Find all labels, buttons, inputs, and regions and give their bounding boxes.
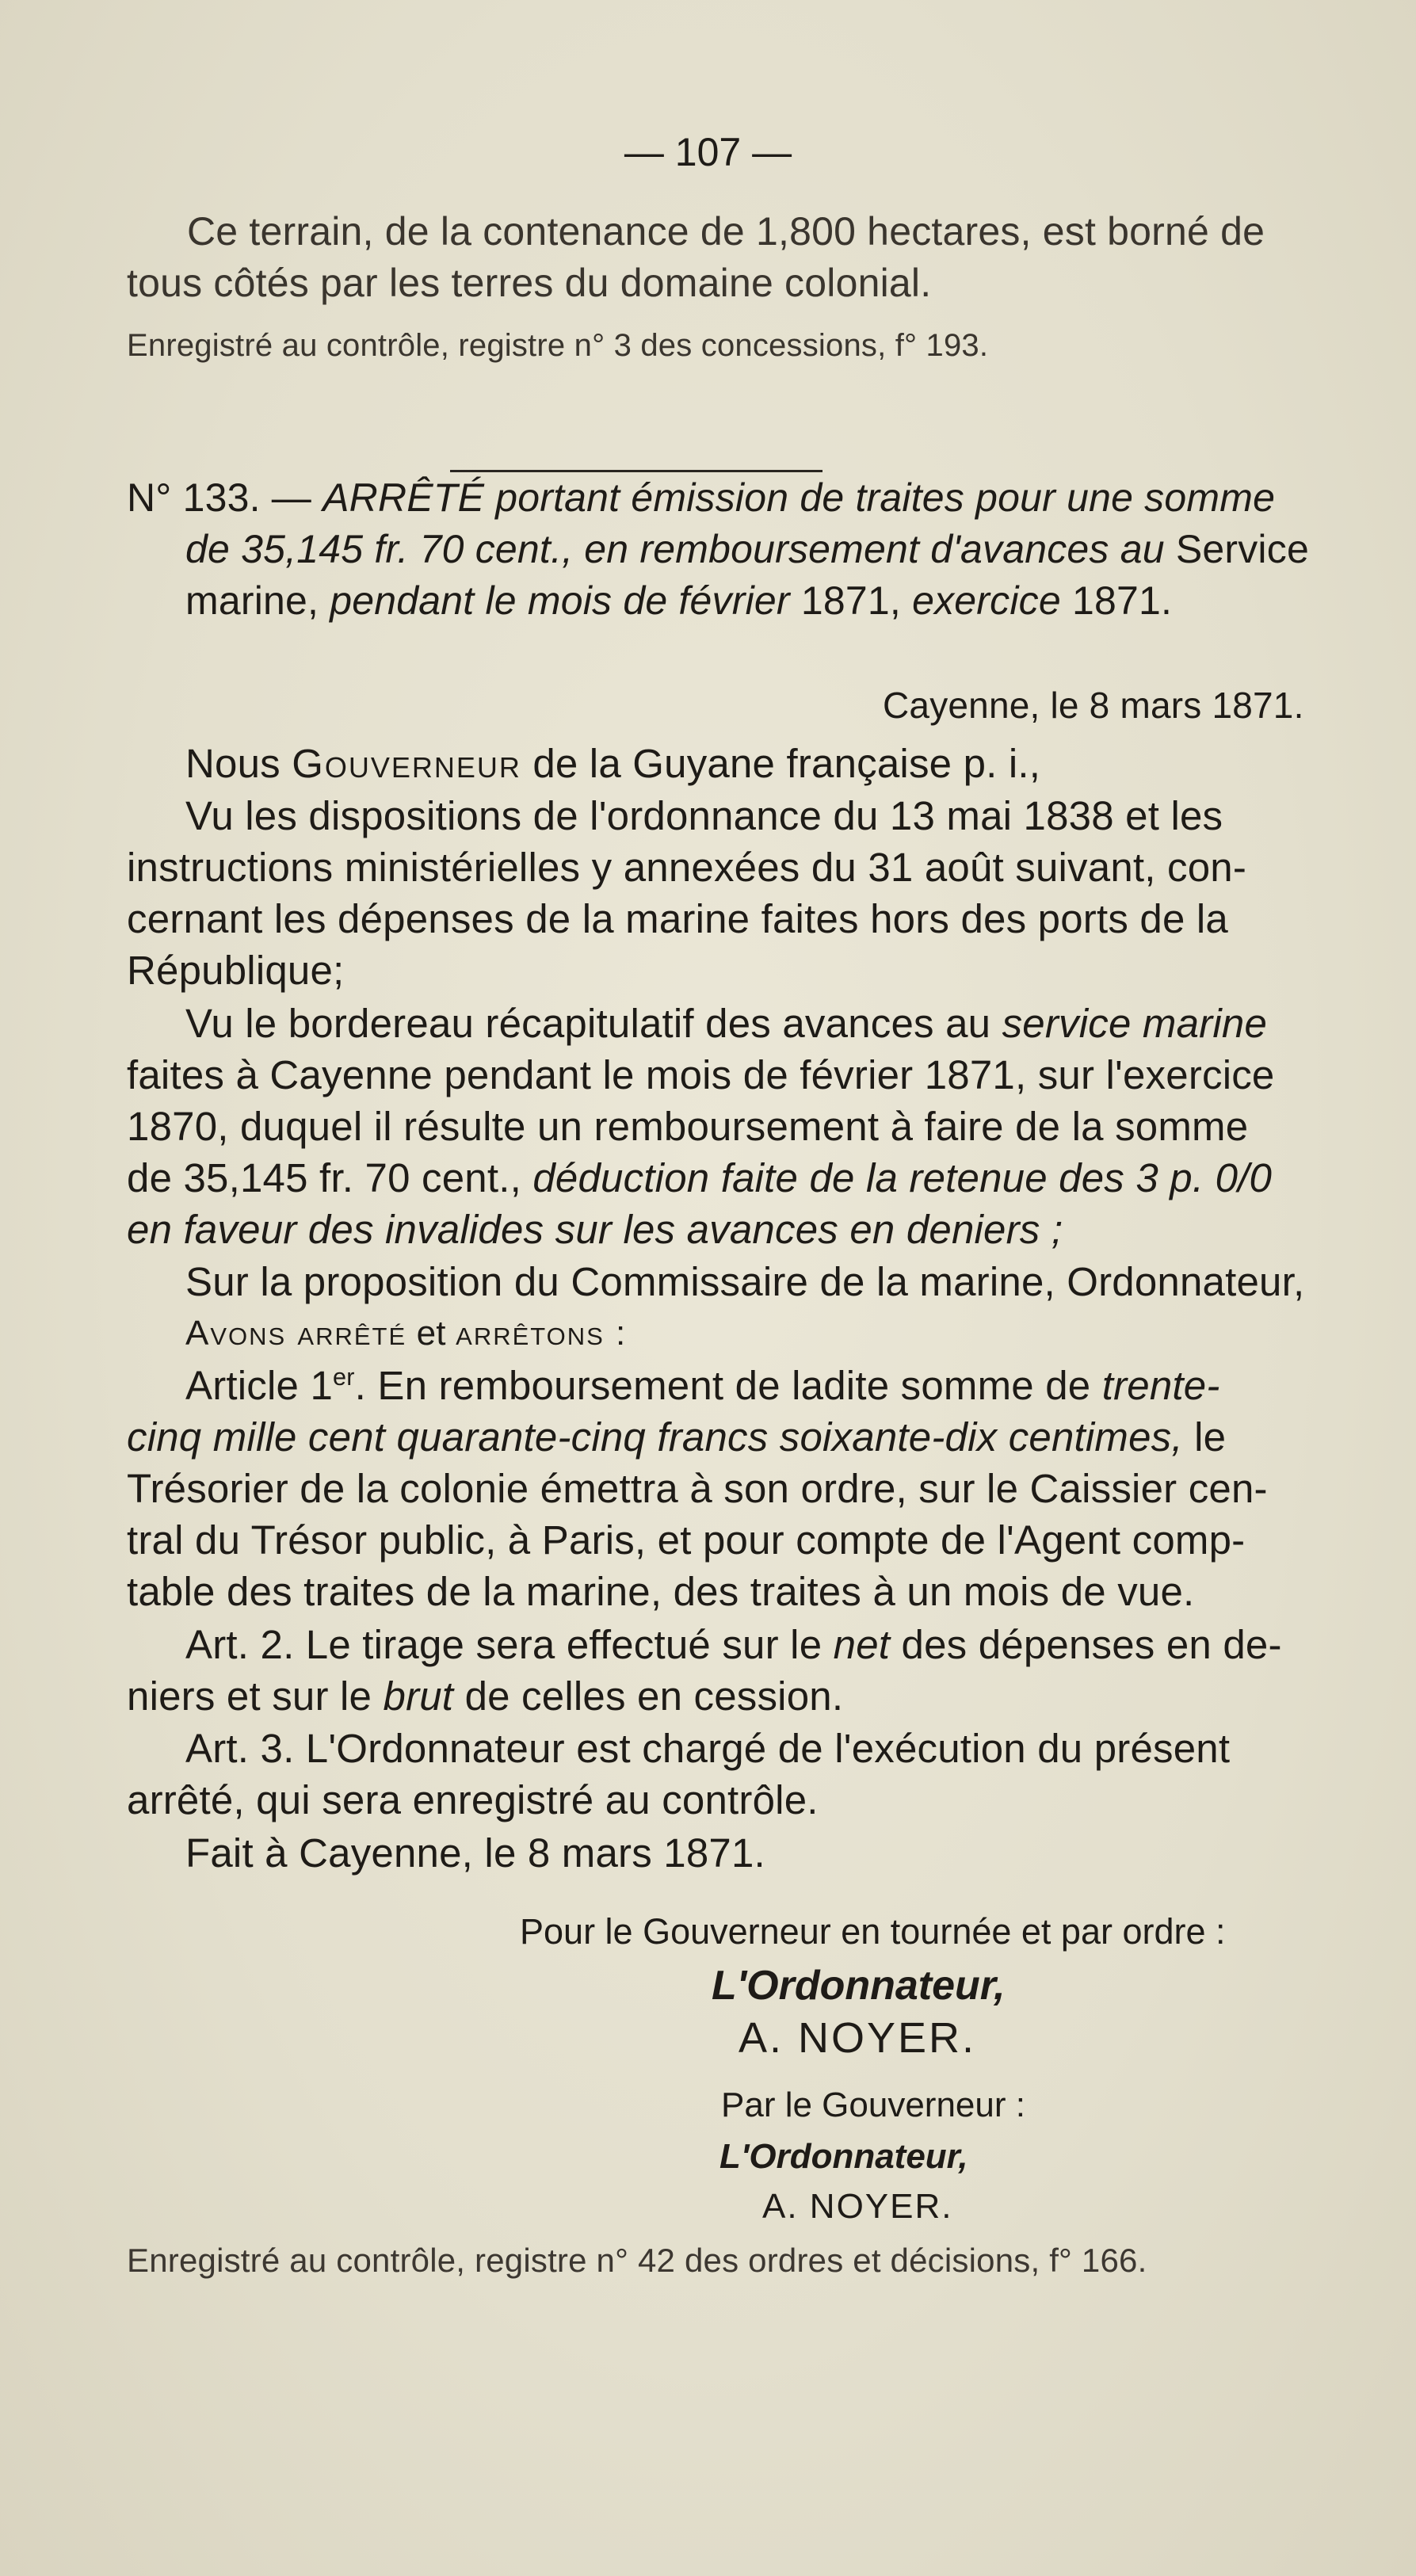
body-line-22: Fait à Cayenne, le 8 mars 1871. [185, 1830, 765, 1876]
article-2-start: Art. 2. Le tirage sera effectué sur le [185, 1622, 823, 1667]
body-line-9 [127, 1154, 1272, 1202]
body-line-17: table des traites de la marine, des traites à un mois de vue. [127, 1569, 1195, 1614]
act-title-service: Service [1175, 527, 1309, 571]
article-1-amount-start: trente- [1101, 1363, 1220, 1408]
net: net [833, 1622, 891, 1667]
article-1-text: . En remboursement de ladite somme de [354, 1363, 1091, 1408]
act-heading-line-3 [185, 577, 1172, 624]
article-2-tail: de celles en cession. [464, 1673, 844, 1719]
body-line-16: tral du Trésor public, à Paris, et pour compte de l'Agent comp- [127, 1517, 1246, 1563]
et: et [416, 1314, 446, 1353]
act-number: N° 133. — [127, 475, 312, 520]
article-1-label: Article 1 [185, 1363, 334, 1408]
act-title: ARRÊTÉ portant émission de traites pour une somme [323, 475, 1276, 520]
heading-year: 1871, [800, 578, 901, 623]
body-line-14 [127, 1414, 1226, 1461]
article-2-cont: niers et sur le [127, 1673, 372, 1719]
signature-line-1: Pour le Gouverneur en tournée et par ordre : [520, 1911, 1226, 1952]
sum-amount: de 35,145 fr. 70 cent., [127, 1155, 521, 1200]
signature-name-2: A. NOYER. [762, 2187, 953, 2226]
brut: brut [383, 1673, 454, 1719]
guyane-clause: de la Guyane française p. i., [532, 741, 1041, 786]
body-line-6 [185, 1000, 1267, 1048]
body-line-12 [185, 1310, 627, 1357]
section-divider [450, 470, 823, 472]
body-line-4: cernant les dépenses de la marine faites hors des ports de la [127, 896, 1228, 941]
gouverneur: Gouverneur [292, 741, 521, 786]
avons-arrete: Avons arrêté [185, 1314, 407, 1353]
footer-registration: Enregistré au contrôle, registre n° 42 des ordres et décisions, f° 166. [127, 2242, 1147, 2279]
le: le [1194, 1414, 1227, 1460]
signature-name-1: A. NOYER. [739, 2014, 977, 2062]
signature-title-1: L'Ordonnateur, [712, 1963, 1006, 2009]
deduction-clause: déduction faite de la retenue des 3 p. 0/0 [532, 1155, 1273, 1200]
body-line-18 [185, 1621, 1282, 1669]
body-line-2: Vu les dispositions de l'ordonnance du 13 mai 1838 et les [185, 793, 1223, 838]
page-number: — 107 — [624, 130, 792, 174]
signature-line-2: Par le Gouverneur : [721, 2086, 1025, 2124]
body-line-11: Sur la proposition du Commissaire de la marine, Ordonnateur, [185, 1259, 1305, 1304]
heading-marine: marine, [185, 578, 319, 623]
body-line-5: République; [127, 948, 345, 993]
signature-title-2: L'Ordonnateur, [719, 2137, 968, 2176]
intro-line-2: tous côtés par les terres du domaine colonial. [127, 261, 932, 305]
heading-exercise-year: 1871. [1071, 578, 1173, 623]
service-marine: service marine [1002, 1001, 1268, 1046]
act-heading-line-2 [185, 525, 1309, 573]
body-line-19 [127, 1673, 843, 1720]
body-line-3: instructions ministérielles y annexées du 31 août suivant, con- [127, 845, 1247, 890]
body-line-21: arrêté, qui sera enregistré au contrôle. [127, 1777, 819, 1822]
body-line-13 [185, 1362, 1220, 1410]
body-line-20: Art. 3. L'Ordonnateur est chargé de l'exécution du présent [185, 1726, 1231, 1771]
article-1-sup: er [333, 1364, 355, 1391]
act-heading-line-1 [127, 474, 1275, 521]
arretons: arrêtons : [456, 1314, 628, 1353]
place-date: Cayenne, le 8 mars 1871. [883, 685, 1304, 726]
amount-in-words: cinq mille cent quarante-cinq francs soixante-dix centimes, [127, 1414, 1183, 1460]
intro-line-1: Ce terrain, de la contenance de 1,800 hectares, est borné de [187, 209, 1265, 254]
body-line-15: Trésorier de la colonie émettra à son ordre, sur le Caissier cen- [127, 1466, 1268, 1511]
nous: Nous [185, 741, 281, 786]
bordereau-clause: Vu le bordereau récapitulatif des avances au [185, 1001, 991, 1046]
body-line-8: 1870, duquel il résulte un remboursement à faire de la somme [127, 1104, 1249, 1149]
act-title-cont: de 35,145 fr. 70 cent., en remboursement d'avances au [185, 527, 1165, 571]
heading-month: pendant le mois de février [330, 578, 790, 623]
body-line-10: en faveur des invalides sur les avances en deniers ; [127, 1207, 1063, 1252]
article-2-end: des dépenses en de- [901, 1622, 1282, 1667]
intro-registration: Enregistré au contrôle, registre n° 3 des concessions, f° 193. [127, 328, 989, 363]
body-line-7: faites à Cayenne pendant le mois de février 1871, sur l'exercice [127, 1052, 1275, 1097]
heading-exercise-label: exercice [912, 578, 1061, 623]
body-line-1 [185, 740, 1040, 788]
